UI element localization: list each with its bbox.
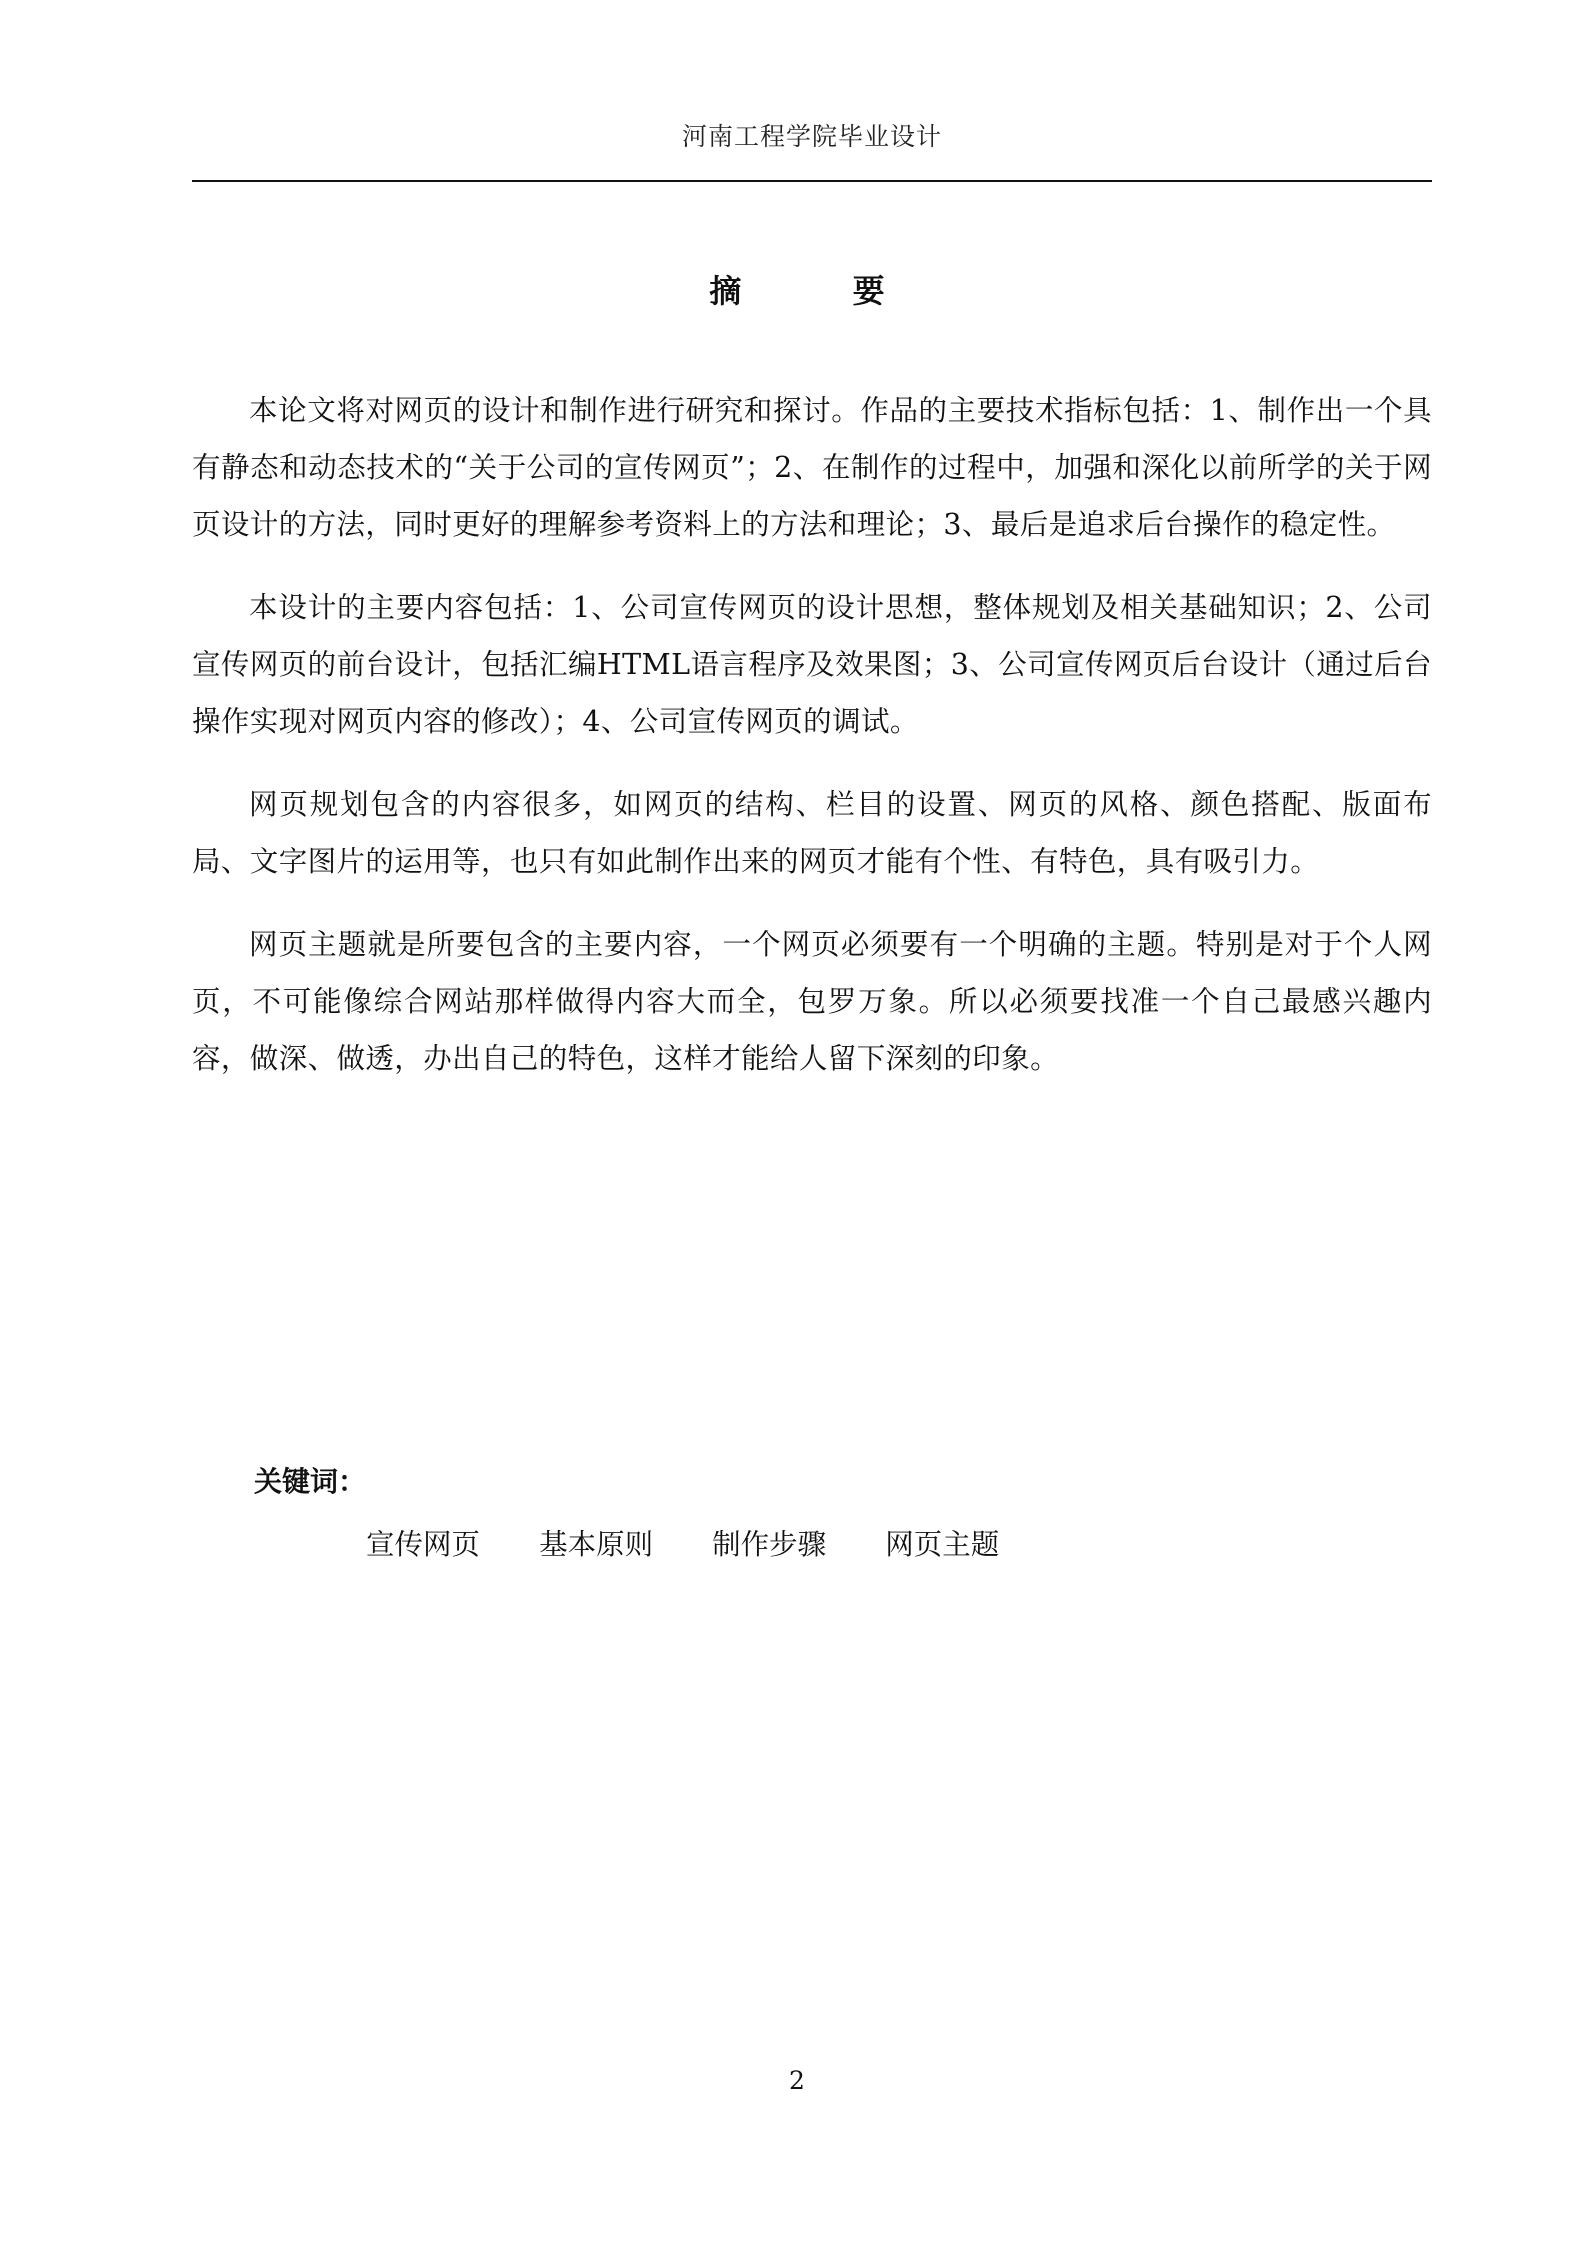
header-divider xyxy=(192,180,1432,182)
keyword-item: 网页主题 xyxy=(885,1528,1000,1561)
keyword-item: 基本原则 xyxy=(539,1528,654,1561)
abstract-paragraph-1: 本论文将对网页的设计和制作进行研究和探讨。作品的主要技术指标包括：1、制作出一个具有静态和动态技术的“关于公司的宣传网页”；2、在制作的过程中，加强和深化以前所学的关于网页设计的方法，同时更好的理解参考资料上的方法和理论；3、最后是追求后台操作的稳定性。 xyxy=(192,394,1432,541)
abstract-paragraph-2: 本设计的主要内容包括：1、公司宣传网页的设计思想，整体规划及相关基础知识；2、公司宣传网页的前台设计，包括汇编HTML语言程序及效果图；3、公司宣传网页后台设计（通过后台操作实现对网页内容的修改）；4、公司宣传网页的调试。 xyxy=(192,591,1432,738)
abstract-body xyxy=(192,382,1432,1113)
running-header: 河南工程学院毕业设计 xyxy=(681,122,942,151)
abstract-title: 摘 要 xyxy=(709,272,935,310)
keyword-item: 制作步骤 xyxy=(712,1528,827,1561)
abstract-paragraph-4: 网页主题就是所要包含的主要内容，一个网页必须要有一个明确的主题。特别是对于个人网页，不可能像综合网站那样做得内容大而全，包罗万象。所以必须要找准一个自己最感兴趣内容，做深、做透，办出自己的特色，这样才能给人留下深刻的印象。 xyxy=(192,928,1432,1075)
keywords-list xyxy=(366,1522,999,1563)
keywords-label: 关键词： xyxy=(254,1465,367,1498)
keyword-item: 宣传网页 xyxy=(366,1528,481,1561)
page-number: 2 xyxy=(789,2066,805,2095)
abstract-paragraph-3: 网页规划包含的内容很多，如网页的结构、栏目的设置、网页的风格、颜色搭配、版面布局、文字图片的运用等，也只有如此制作出来的网页才能有个性、有特色，具有吸引力。 xyxy=(192,788,1432,878)
